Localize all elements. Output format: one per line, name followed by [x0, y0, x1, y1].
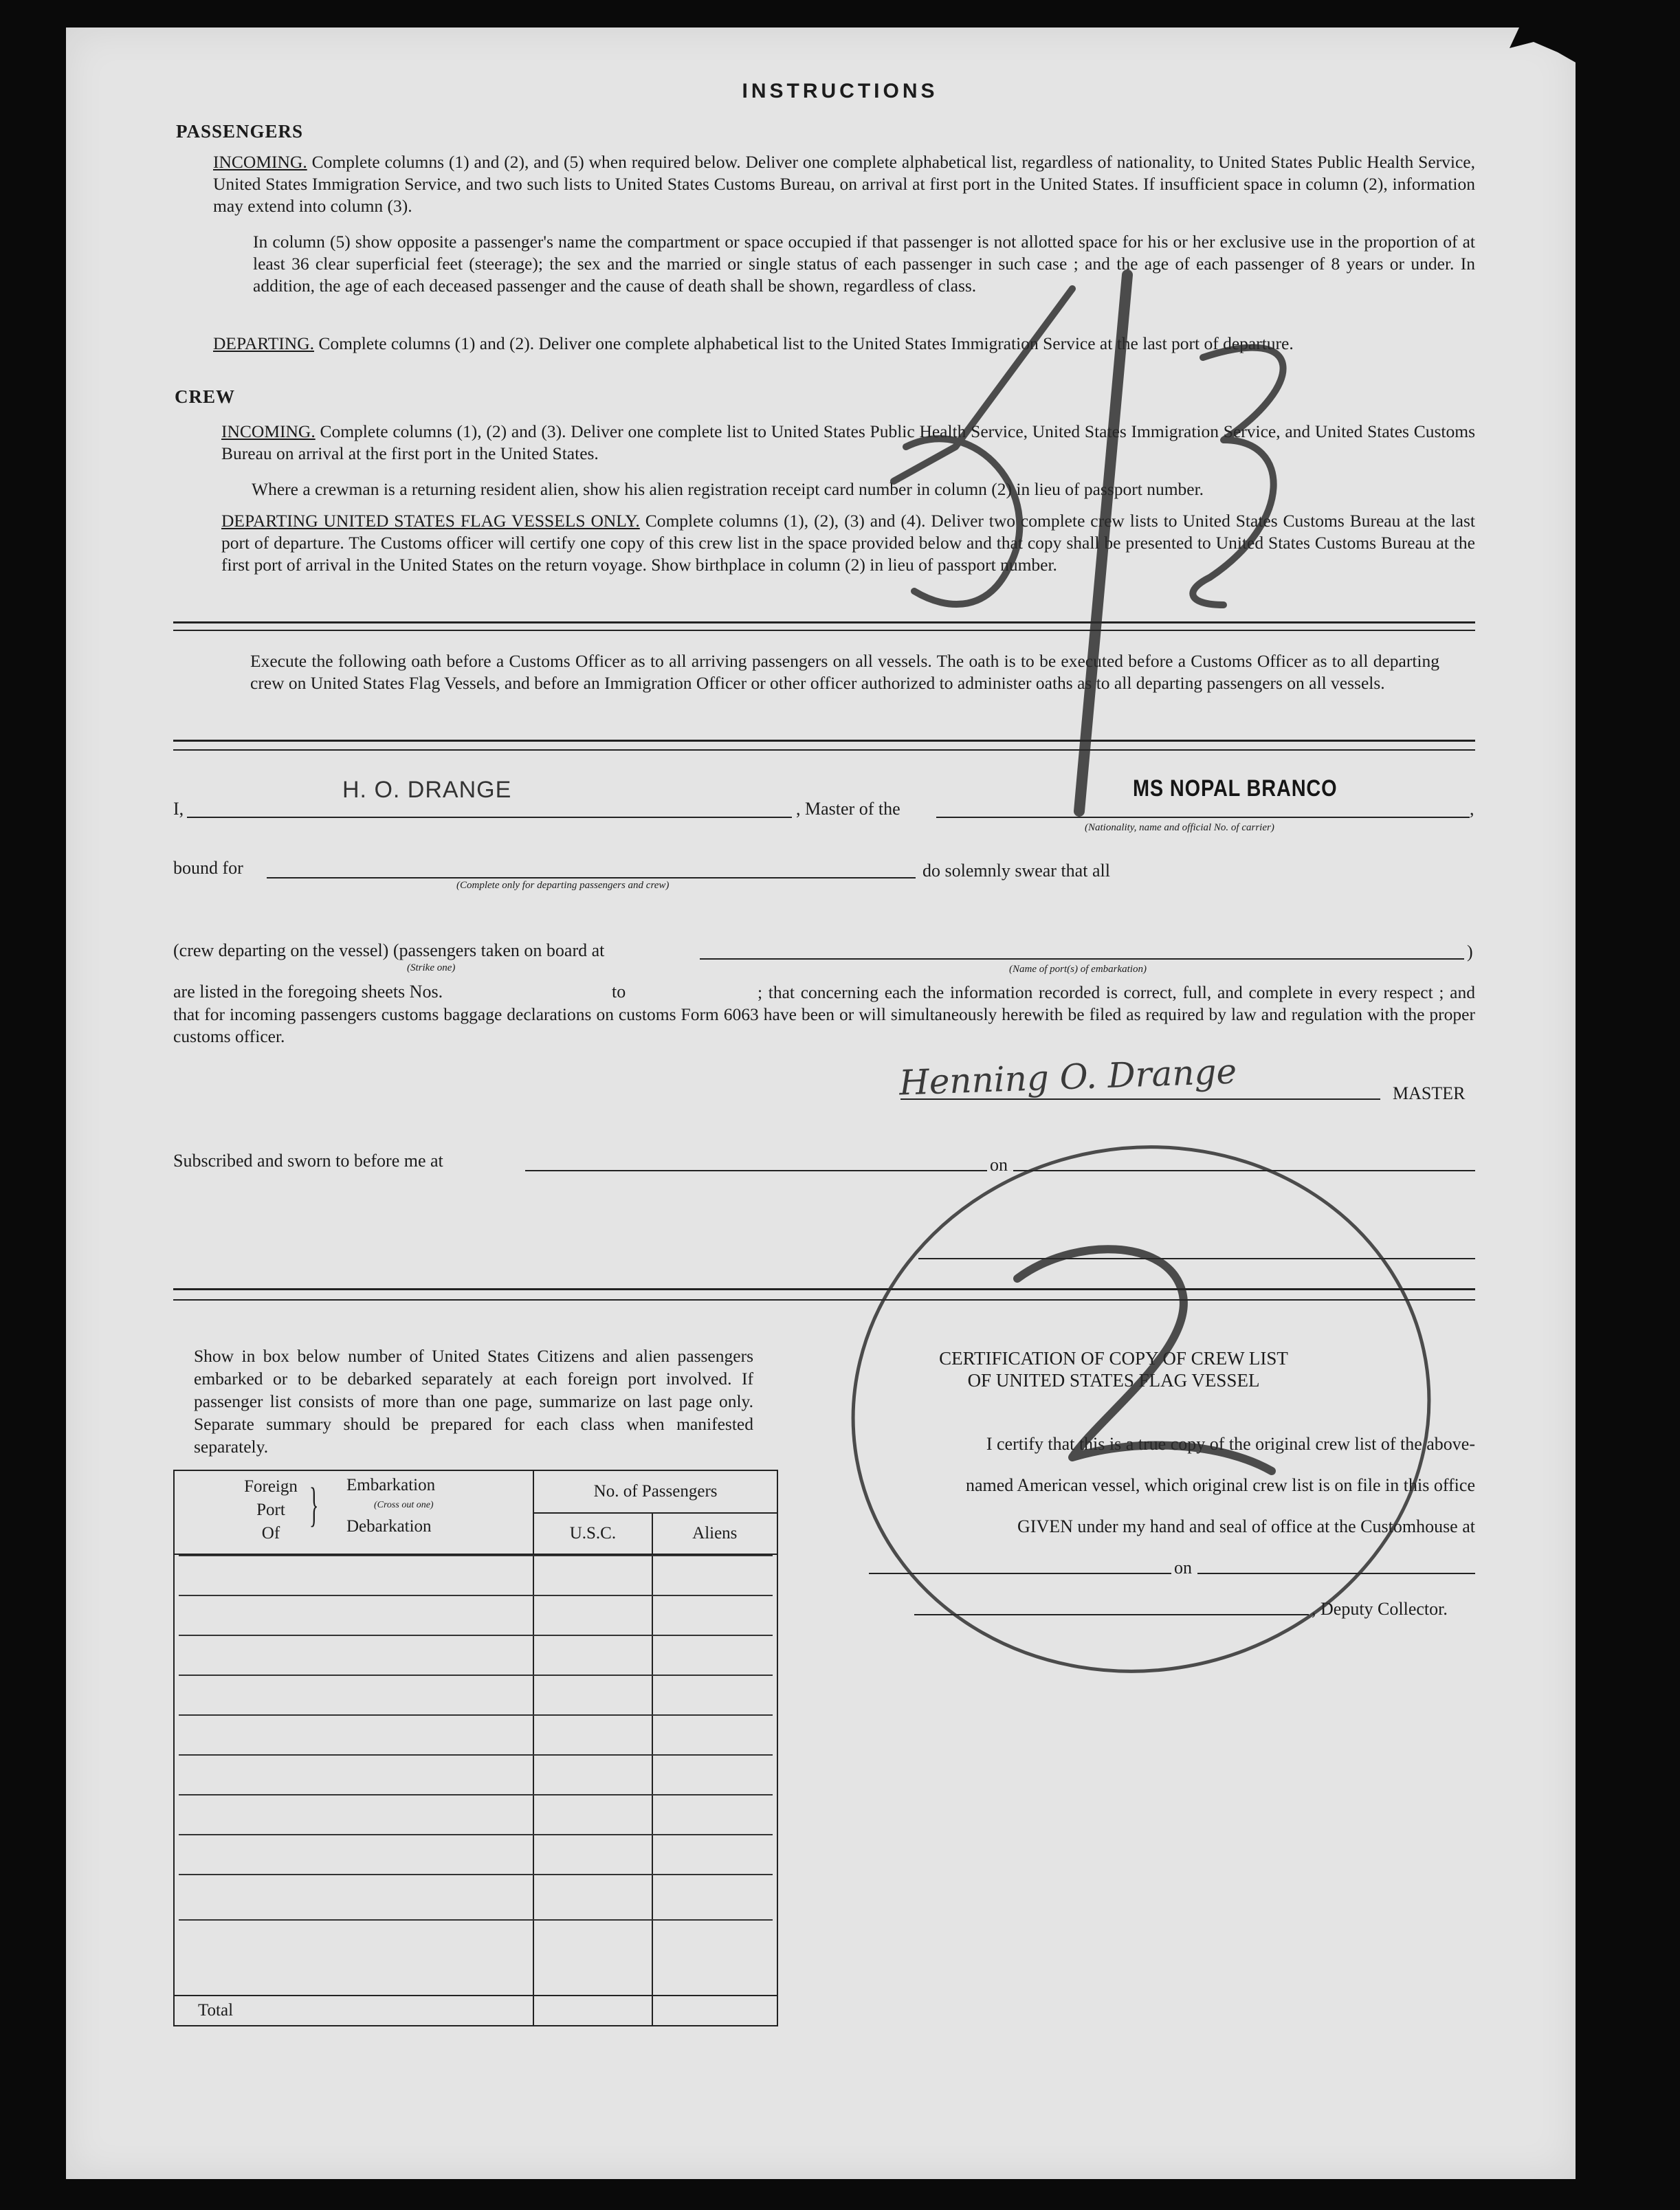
- deputy-collector-label: , Deputy Collector.: [1312, 1599, 1448, 1619]
- master-of-label: , Master of the: [796, 799, 900, 819]
- passengers-incoming-text: Complete columns (1) and (2), and (5) when required below. Deliver one complete alphabetical list, regardless of nationality, to United States Public Health Service, United States Immigration Service, and two such lists to United States Customs Bureau, on arrival at first port in the United States. If insufficient space in column (2), information may extend into column (3).: [213, 152, 1476, 216]
- total-label: Total: [174, 1996, 533, 2026]
- passengers-incoming-label: INCOMING.: [213, 152, 307, 172]
- listed-to: to: [612, 982, 626, 1002]
- trailing-comma: ,: [1470, 799, 1474, 819]
- master-name-stamp: H. O. DRANGE: [342, 777, 512, 803]
- debarkation-label: Debarkation: [346, 1517, 432, 1536]
- passengers-departing-text: Complete columns (1) and (2). Deliver one complete alphabetical list to the United States Immigration Service at the last port of departure.: [318, 333, 1294, 353]
- two-stroke: [1017, 1249, 1272, 1471]
- certification-line-2: named American vessel, which original crew list is on file in this office: [965, 1475, 1475, 1495]
- no-of-passengers-header: No. of Passengers: [533, 1470, 777, 1513]
- strike-caption: (Strike one): [407, 962, 456, 973]
- subscribed-label: Subscribed and sworn to before me at: [173, 1151, 443, 1171]
- subscribed-on-label: on: [990, 1155, 1008, 1175]
- usc-header: U.S.C.: [533, 1513, 652, 1554]
- certification-line-1: I certify that this is a true copy of the original crew list of the above-: [986, 1434, 1475, 1454]
- certification-line-3: GIVEN under my hand and seal of office at the Customhouse at: [1017, 1516, 1475, 1536]
- crew-departing-text: Complete columns (1), (2), (3) and (4). Deliver two complete crew lists to United States Customs Bureau at the last port of departure. The Customs officer will certify one copy of this crew list in the space provided below and that copy shall be presented to United States Customs Bureau at the first port of arrival in the United States on the return voyage. Show birthplace in column (2) in lieu of passport number.: [221, 511, 1476, 575]
- crew-heading: CREW: [175, 386, 236, 407]
- crew-incoming-label: INCOMING.: [221, 421, 316, 441]
- passengers-departing-label: DEPARTING.: [213, 333, 314, 353]
- aliens-header: Aliens: [652, 1513, 777, 1554]
- port-label: Port: [256, 1501, 285, 1519]
- slash-stroke: [1079, 275, 1127, 811]
- certification-heading-2: OF UNITED STATES FLAG VESSEL: [967, 1370, 1260, 1391]
- oath-instruction: Execute the following oath before a Customs Officer as to all arriving passengers on all vessels. The oath is to be executed before a Customs Officer as to all departing crew on United States Flag Vessels, and before an Immigration Officer or other officer authorized to administer oaths as to all departing passengers on all vessels.: [250, 651, 1439, 693]
- passengers-column5-note: In column (5) show opposite a passenger's name the compartment or space occupied if that passenger is not allotted space for his or her exclusive use in the proportion of at least 36 clear superficial feet (steerage); the sex and the married or single status of each passenger in such case ; and the age of each passenger of 8 years or under. In addition, the age of each deceased passenger and the cause of death shall be shown, regardless of class.: [253, 232, 1475, 296]
- oath-i-label: I,: [173, 799, 184, 819]
- summary-instruction: Show in box below number of United States Citizens and alien passengers embarked or to be debarked separately at each foreign port involved. If passenger list consists of more than one page, summarize on last page only. Separate summary should be prepared for each class when manifested separately.: [194, 1346, 753, 1457]
- master-label: MASTER: [1393, 1083, 1466, 1103]
- swear-label: do solemnly swear that all: [922, 861, 1110, 881]
- master-signature: Henning O. Drange: [898, 1051, 1238, 1103]
- listed-rest: ; that concerning each the information recorded is correct, full, and complete in every respect ; and that for incoming passengers customs baggage declarations on customs Form 6063 have been or will simultaneously herewith be filed as required by law and regulation with the proper customs officer.: [173, 982, 1475, 1046]
- embarkation-label: Embarkation: [346, 1476, 436, 1494]
- crew-resident-note: Where a crewman is a returning resident alien, show his alien registration receipt card number in column (2) in lieu of passport number.: [252, 479, 1204, 499]
- vessel-name-stamp: MS NOPAL BRANCO: [1133, 775, 1338, 802]
- brace-icon: }: [309, 1479, 319, 1532]
- passengers-heading: PASSENGERS: [176, 121, 304, 142]
- certification-on-label: on: [1174, 1558, 1192, 1578]
- bound-caption: (Complete only for departing passengers and crew): [456, 880, 670, 891]
- bound-for-label: bound for: [173, 858, 243, 878]
- crew-departing-label: DEPARTING UNITED STATES FLAG VESSELS ONLY.: [221, 511, 640, 531]
- of-label: Of: [261, 1524, 280, 1543]
- foreign-label: Foreign: [244, 1477, 298, 1496]
- listed-prefix: are listed in the foregoing sheets Nos.: [173, 982, 443, 1002]
- vessel-caption: (Nationality, name and official No. of carrier): [1085, 822, 1274, 833]
- crew-incoming-text: Complete columns (1), (2) and (3). Deliver one complete list to United States Public Health Service, United States Immigration Service, and United States Customs Bureau on arrival at the first port in the United States.: [221, 421, 1476, 463]
- crew-departing-label: (crew departing on the vessel) (passengers taken on board at: [173, 940, 605, 960]
- three-stroke: [1193, 348, 1283, 605]
- page-title: INSTRUCTIONS: [742, 80, 938, 102]
- cross-out-caption: (Cross out one): [374, 1500, 434, 1510]
- port-caption: (Name of port(s) of embarkation): [1009, 964, 1147, 975]
- circle-stroke: [811, 1102, 1470, 1716]
- close-paren: ): [1467, 942, 1473, 962]
- certification-heading-1: CERTIFICATION OF COPY OF CREW LIST: [939, 1348, 1288, 1369]
